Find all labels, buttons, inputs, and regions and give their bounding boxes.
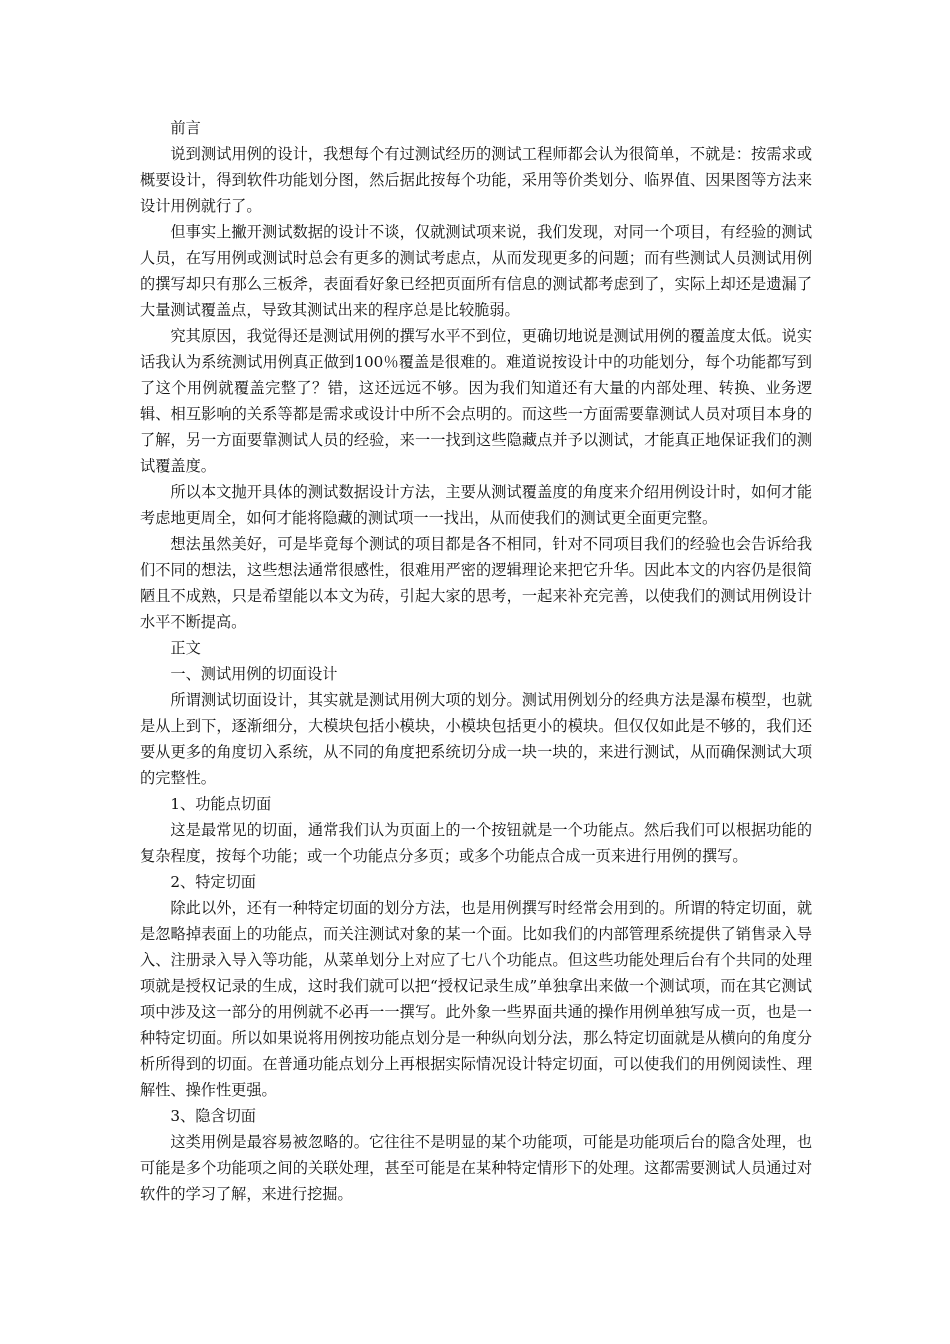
preface-paragraph-2: 但事实上撇开测试数据的设计不谈，仅就测试项来说，我们发现，对同一个项目，有经验的测试人员，在写用例或测试时总会有更多的测试考虑点，从而发现更多的问题；而有些测试人员测试用例的撰写却只有那么三板斧，表面看好象已经把页面所有信息的测试都考虑到了，实际上却还是遗漏了大量测试覆盖点，导致其测试出来的程序总是比较脆弱。 — [140, 223, 812, 319]
subsection2-heading: 2、特定切面 — [170, 873, 256, 891]
subsection2-paragraph: 除此以外，还有一种特定切面的划分方法，也是用例撰写时经常会用到的。所谓的特定切面，就是忽略掉表面上的功能点，而关注测试对象的某一个面。比如我们的内部管理系统提供了销售录入导入、注册录入导入等功能，从菜单划分上对应了七八个功能点。但这些功能处理后台有个共同的处理项就是授权记录的生成，这时我们就可以把“授权记录生成”单独拿出来做一个测试项，而在其它测试项中涉及这一部分的用例就不必再一一撰写。此外象一些界面共通的操作用例单独写成一页，也是一种特定切面。所以如果说将用例按功能点划分是一种纵向划分法，那么特定切面就是从横向的角度分析所得到的切面。在普通功能点划分上再根据实际情况设计特定切面，可以使我们的用例阅读性、理解性、操作性更强。 — [140, 899, 812, 1099]
preface-paragraph-3: 究其原因，我觉得还是测试用例的撰写水平不到位，更确切地说是测试用例的覆盖度太低。说实话我认为系统测试用例真正做到100％覆盖是很难的。难道说按设计中的功能划分，每个功能都写到了这个用例就覆盖完整了？错，这还远远不够。因为我们知道还有大量的内部处理、转换、业务逻辑、相互影响的关系等都是需求或设计中所不会点明的。而这些一方面需要靠测试人员对项目本身的了解，另一方面要靠测试人员的经验，来一一找到这些隐藏点并予以测试，才能真正地保证我们的测试覆盖度。 — [140, 327, 812, 475]
subsection1-heading: 1、功能点切面 — [170, 795, 272, 813]
subsection1-paragraph: 这是最常见的切面，通常我们认为页面上的一个按钮就是一个功能点。然后我们可以根据功能的复杂程度，按每个功能；或一个功能点分多页；或多个功能点合成一页来进行用例的撰写。 — [140, 821, 812, 865]
preface-paragraph-5: 想法虽然美好，可是毕竟每个测试的项目都是各不相同，针对不同项目我们的经验也会告诉给我们不同的想法，这些想法通常很感性，很难用严密的逻辑理论来把它升华。因此本文的内容仍是很简陋且不成熟，只是希望能以本文为砖，引起大家的思考，一起来补充完善，以使我们的测试用例设计水平不断提高。 — [140, 535, 812, 631]
preface-heading: 前言 — [170, 119, 201, 137]
document-page — [140, 115, 812, 1207]
body-heading: 正文 — [170, 639, 201, 657]
preface-paragraph-4: 所以本文抛开具体的测试数据设计方法，主要从测试覆盖度的角度来介绍用例设计时，如何才能考虑地更周全，如何才能将隐藏的测试项一一找出，从而使我们的测试更全面更完整。 — [140, 483, 812, 527]
section1-heading: 一、测试用例的切面设计 — [170, 665, 338, 683]
section1-paragraph: 所谓测试切面设计，其实就是测试用例大项的划分。测试用例划分的经典方法是瀑布模型，也就是从上到下，逐渐细分，大模块包括小模块，小模块包括更小的模块。但仅仅如此是不够的，我们还要从更多的角度切入系统，从不同的角度把系统切分成一块一块的，来进行测试，从而确保测试大项的完整性。 — [140, 691, 812, 787]
preface-paragraph-1: 说到测试用例的设计，我想每个有过测试经历的测试工程师都会认为很简单，不就是：按需求或概要设计，得到软件功能划分图，然后据此按每个功能，采用等价类划分、临界值、因果图等方法来设计用例就行了。 — [140, 145, 812, 215]
subsection3-heading: 3、隐含切面 — [170, 1107, 256, 1125]
subsection3-paragraph: 这类用例是最容易被忽略的。它往往不是明显的某个功能项，可能是功能项后台的隐含处理，也可能是多个功能项之间的关联处理，甚至可能是在某种特定情形下的处理。这都需要测试人员通过对软件的学习了解，来进行挖掘。 — [140, 1133, 812, 1203]
